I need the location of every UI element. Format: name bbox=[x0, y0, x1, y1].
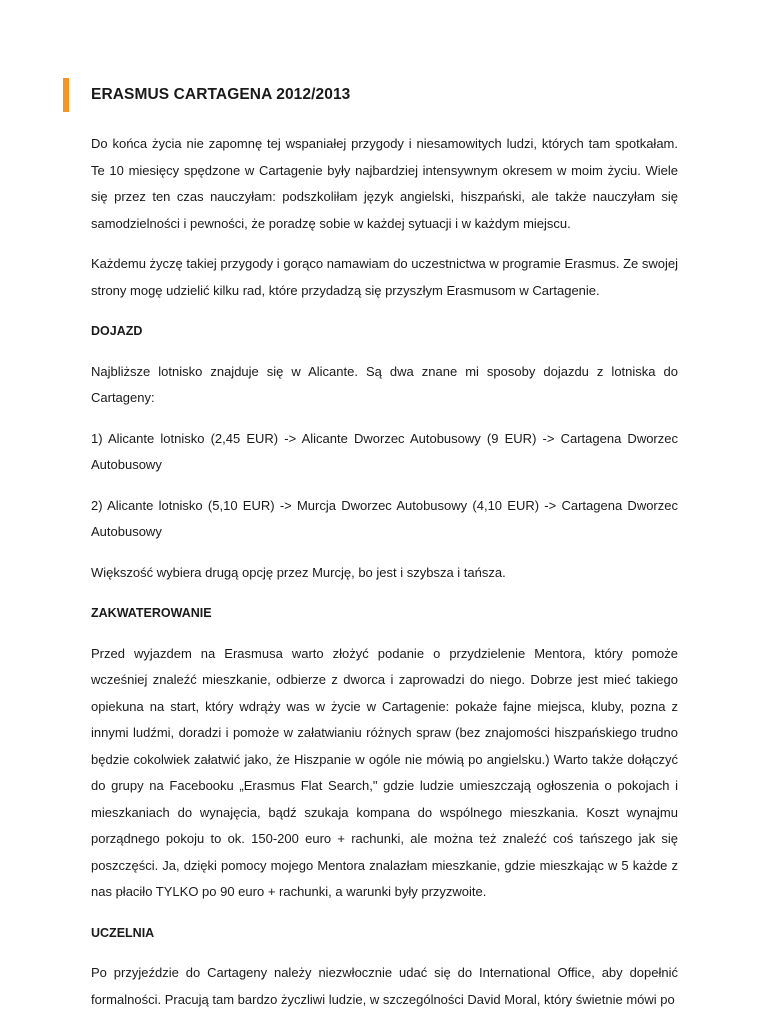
title-accent-bar bbox=[63, 78, 69, 112]
dojazd-paragraph: Najbliższe lotnisko znajduje się w Alicante. Są dwa znane mi sposoby dojazdu z lotniska do Cartageny: bbox=[91, 363, 678, 405]
intro-paragraph: Do końca życia nie zapomnę tej wspaniałej przygody i niesamowitych ludzi, których tam spotkałam. Te 10 miesięcy spędzone w Cartagenie były najbardziej intensywnym okresem w moim życiu. Wiele się przez ten czas nauczyłam: podszkoliłam język angielski, hiszpański, ale także nauczyłam się samodzielności i pewności, że poradzę sobie w każdej sytuacji i w każdym miejscu. bbox=[91, 136, 678, 231]
section-heading-uczelnia: UCZELNIA bbox=[91, 925, 155, 940]
uczelnia-paragraph: Po przyjeździe do Cartageny należy niezwłocznie udać się do International Office, aby dopełnić formalności. Pracują tam bardzo życzliwi ludzie, w szczególności David Moral, który świetnie mówi po bbox=[91, 965, 678, 1007]
route-summary: Większość wybiera drugą opcję przez Murcję, bo jest i szybsza i tańsza. bbox=[91, 564, 506, 580]
zakwaterowanie-paragraph: Przed wyjazdem na Erasmusa warto złożyć podanie o przydzielenie Mentora, który pomoże wcześniej znaleźć mieszkanie, odbierze z dworca i zaprowadzi do niego. Dobrze jest mieć takiego opiekuna na start, który wdrąży was w życie w Cartagenie: pokaże fajne miejsca, kluby, pozna z innymi ludźmi, doradzi i pomoże w załatwianiu różnych spraw (bez znajomości hiszpańskiego trudno będzie cokolwiek załatwić jako, że Hiszpanie w ogóle nie mówią po angielsku.) Warto także dołączyć do grupy na Facebooku „Erasmus Flat Search," gdzie ludzie umieszczają ogłoszenia o pokojach i mieszkaniach do wynajęcia, bądź szukaja kompana do wspólnego mieszkania. Koszt wynajmu porządnego pokoju to ok. 150-200 euro + rachunki, ale można też znaleźć coś tańszego jak się poszczęści. Ja, dzięki pomocy mojego Mentora znalazłam mieszkanie, gdzie mieszkając w 5 każde z nas płaciło TYLKO po 90 euro + rachunki, a warunki były przyzwoite. bbox=[91, 645, 678, 899]
section-heading-zakwaterowanie: ZAKWATEROWANIE bbox=[91, 606, 212, 620]
section-heading-dojazd: DOJAZD bbox=[91, 324, 143, 338]
route-option-1: 1) Alicante lotnisko (2,45 EUR) -> Alicante Dworzec Autobusowy (9 EUR) -> Cartagena Dworzec Autobusowy bbox=[91, 430, 678, 472]
intro-paragraph-2: Każdemu życzę takiej przygody i gorąco namawiam do uczestnictwa w programie Erasmus. Ze swojej strony mogę udzielić kilku rad, które przydadzą się przyszłym Erasmusom w Cartagenie. bbox=[91, 256, 678, 298]
route-option-2: 2) Alicante lotnisko (5,10 EUR) -> Murcja Dworzec Autobusowy (4,10 EUR) -> Cartagena Dworzec Autobusowy bbox=[91, 497, 678, 539]
document-title: ERASMUS CARTAGENA 2012/2013 bbox=[91, 86, 351, 103]
document-body bbox=[91, 131, 678, 1027]
